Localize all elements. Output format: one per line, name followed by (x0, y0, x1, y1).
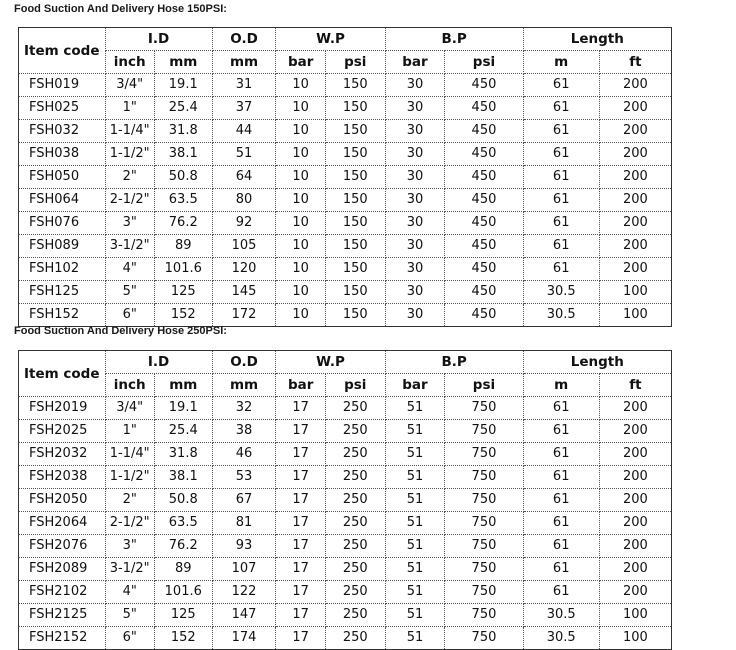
table-row (19, 189, 672, 212)
cell-id-mm: 31.8 (154, 120, 212, 143)
cell-wp-psi: 250 (325, 604, 385, 627)
cell-bp-psi: 750 (445, 397, 523, 420)
cell-length-ft: 100 (599, 627, 671, 650)
cell-length-m: 61 (523, 97, 599, 120)
table-row (19, 304, 672, 327)
subheader-wp-psi: psi (325, 374, 385, 397)
cell-length-ft: 100 (599, 304, 671, 327)
cell-length-m: 61 (523, 120, 599, 143)
cell-id-inch: 1" (105, 97, 154, 120)
subheader-id-inch: inch (105, 51, 154, 74)
cell-length-ft: 200 (599, 535, 671, 558)
cell-id-mm: 50.8 (154, 166, 212, 189)
cell-od-mm: 120 (212, 258, 276, 281)
cell-bp-psi: 450 (445, 97, 523, 120)
header-bp: B.P (385, 28, 523, 51)
cell-id-mm: 89 (154, 235, 212, 258)
cell-length-ft: 100 (599, 604, 671, 627)
cell-wp-bar: 17 (276, 558, 325, 581)
cell-item-code: FSH125 (19, 281, 106, 304)
cell-bp-bar: 30 (385, 166, 445, 189)
cell-id-mm: 38.1 (154, 466, 212, 489)
table-row (19, 420, 672, 443)
table-row (19, 97, 672, 120)
table-row (19, 604, 672, 627)
cell-od-mm: 64 (212, 166, 276, 189)
cell-wp-bar: 17 (276, 627, 325, 650)
cell-length-ft: 200 (599, 397, 671, 420)
table-row (19, 143, 672, 166)
cell-bp-bar: 51 (385, 535, 445, 558)
cell-id-mm: 152 (154, 304, 212, 327)
cell-id-mm: 89 (154, 558, 212, 581)
cell-length-ft: 200 (599, 443, 671, 466)
cell-bp-psi: 750 (445, 466, 523, 489)
cell-length-m: 61 (523, 466, 599, 489)
cell-bp-psi: 450 (445, 304, 523, 327)
cell-bp-bar: 51 (385, 604, 445, 627)
cell-wp-psi: 150 (325, 74, 385, 97)
subheader-length-ft: ft (599, 51, 671, 74)
cell-bp-bar: 30 (385, 258, 445, 281)
table-row (19, 74, 672, 97)
cell-bp-psi: 750 (445, 535, 523, 558)
cell-od-mm: 107 (212, 558, 276, 581)
spec-table-150psi (18, 27, 672, 327)
cell-length-ft: 200 (599, 143, 671, 166)
cell-id-mm: 125 (154, 281, 212, 304)
cell-length-ft: 200 (599, 512, 671, 535)
cell-wp-psi: 250 (325, 489, 385, 512)
cell-bp-bar: 30 (385, 189, 445, 212)
table-body (19, 397, 672, 650)
table-row (19, 581, 672, 604)
cell-bp-psi: 450 (445, 212, 523, 235)
cell-item-code: FSH2076 (19, 535, 106, 558)
table-row (19, 627, 672, 650)
cell-item-code: FSH025 (19, 97, 106, 120)
cell-length-m: 61 (523, 235, 599, 258)
cell-item-code: FSH019 (19, 74, 106, 97)
cell-bp-psi: 450 (445, 120, 523, 143)
cell-id-inch: 4" (105, 581, 154, 604)
cell-id-inch: 1-1/2" (105, 143, 154, 166)
table-row (19, 489, 672, 512)
cell-bp-bar: 30 (385, 235, 445, 258)
cell-bp-psi: 450 (445, 281, 523, 304)
header-id: I.D (105, 28, 212, 51)
cell-wp-bar: 10 (276, 143, 325, 166)
cell-id-mm: 101.6 (154, 581, 212, 604)
cell-id-mm: 19.1 (154, 397, 212, 420)
cell-length-m: 61 (523, 581, 599, 604)
cell-wp-bar: 17 (276, 581, 325, 604)
cell-bp-psi: 750 (445, 489, 523, 512)
cell-bp-bar: 30 (385, 304, 445, 327)
cell-length-m: 61 (523, 189, 599, 212)
cell-item-code: FSH2064 (19, 512, 106, 535)
cell-item-code: FSH2032 (19, 443, 106, 466)
subheader-od-mm: mm (212, 374, 276, 397)
cell-id-inch: 3" (105, 535, 154, 558)
table-row (19, 512, 672, 535)
cell-id-mm: 19.1 (154, 74, 212, 97)
cell-length-ft: 200 (599, 466, 671, 489)
cell-id-mm: 125 (154, 604, 212, 627)
cell-wp-bar: 17 (276, 443, 325, 466)
cell-length-ft: 200 (599, 235, 671, 258)
cell-bp-bar: 51 (385, 397, 445, 420)
cell-id-inch: 2" (105, 489, 154, 512)
cell-wp-psi: 250 (325, 581, 385, 604)
subheader-length-m: m (523, 51, 599, 74)
cell-od-mm: 32 (212, 397, 276, 420)
subheader-bp-bar: bar (385, 374, 445, 397)
cell-length-m: 61 (523, 558, 599, 581)
cell-od-mm: 38 (212, 420, 276, 443)
table-row (19, 558, 672, 581)
subheader-length-ft: ft (599, 374, 671, 397)
cell-id-mm: 63.5 (154, 189, 212, 212)
cell-length-m: 61 (523, 443, 599, 466)
cell-wp-psi: 150 (325, 143, 385, 166)
cell-length-m: 61 (523, 212, 599, 235)
cell-id-inch: 5" (105, 281, 154, 304)
cell-od-mm: 147 (212, 604, 276, 627)
cell-item-code: FSH2038 (19, 466, 106, 489)
cell-bp-psi: 450 (445, 258, 523, 281)
cell-id-inch: 5" (105, 604, 154, 627)
cell-length-ft: 200 (599, 558, 671, 581)
cell-wp-bar: 17 (276, 397, 325, 420)
cell-od-mm: 105 (212, 235, 276, 258)
header-wp: W.P (276, 351, 385, 374)
cell-id-mm: 101.6 (154, 258, 212, 281)
cell-id-mm: 76.2 (154, 535, 212, 558)
cell-bp-psi: 450 (445, 235, 523, 258)
cell-item-code: FSH2102 (19, 581, 106, 604)
cell-id-inch: 6" (105, 304, 154, 327)
cell-wp-bar: 10 (276, 97, 325, 120)
cell-wp-psi: 250 (325, 420, 385, 443)
cell-wp-bar: 17 (276, 466, 325, 489)
cell-bp-bar: 30 (385, 120, 445, 143)
cell-wp-psi: 150 (325, 97, 385, 120)
cell-wp-bar: 10 (276, 258, 325, 281)
cell-wp-psi: 250 (325, 627, 385, 650)
cell-bp-psi: 750 (445, 420, 523, 443)
cell-length-ft: 200 (599, 212, 671, 235)
cell-id-inch: 3/4" (105, 397, 154, 420)
table-row (19, 258, 672, 281)
cell-wp-bar: 10 (276, 189, 325, 212)
cell-wp-psi: 250 (325, 397, 385, 420)
cell-wp-bar: 10 (276, 74, 325, 97)
cell-wp-bar: 17 (276, 535, 325, 558)
subheader-wp-psi: psi (325, 51, 385, 74)
cell-id-inch: 2-1/2" (105, 189, 154, 212)
cell-item-code: FSH089 (19, 235, 106, 258)
table-body (19, 74, 672, 327)
cell-bp-bar: 30 (385, 143, 445, 166)
cell-bp-bar: 51 (385, 627, 445, 650)
cell-item-code: FSH038 (19, 143, 106, 166)
cell-wp-psi: 150 (325, 212, 385, 235)
cell-wp-psi: 150 (325, 281, 385, 304)
cell-wp-bar: 17 (276, 489, 325, 512)
cell-wp-psi: 250 (325, 512, 385, 535)
cell-wp-bar: 17 (276, 420, 325, 443)
table-row (19, 235, 672, 258)
cell-od-mm: 37 (212, 97, 276, 120)
cell-length-m: 61 (523, 535, 599, 558)
cell-wp-psi: 150 (325, 235, 385, 258)
header-item-code: Item code (19, 28, 106, 74)
cell-length-ft: 200 (599, 489, 671, 512)
cell-id-inch: 3" (105, 212, 154, 235)
cell-id-mm: 25.4 (154, 97, 212, 120)
cell-od-mm: 44 (212, 120, 276, 143)
cell-item-code: FSH2019 (19, 397, 106, 420)
cell-length-ft: 200 (599, 166, 671, 189)
cell-length-m: 61 (523, 397, 599, 420)
header-length: Length (523, 351, 671, 374)
cell-bp-bar: 51 (385, 420, 445, 443)
cell-bp-bar: 30 (385, 74, 445, 97)
subheader-wp-bar: bar (276, 51, 325, 74)
cell-item-code: FSH2152 (19, 627, 106, 650)
cell-od-mm: 145 (212, 281, 276, 304)
subheader-length-m: m (523, 374, 599, 397)
table-row (19, 535, 672, 558)
cell-length-m: 30.5 (523, 304, 599, 327)
cell-id-inch: 1-1/4" (105, 443, 154, 466)
cell-item-code: FSH032 (19, 120, 106, 143)
cell-wp-psi: 250 (325, 466, 385, 489)
cell-od-mm: 122 (212, 581, 276, 604)
cell-length-ft: 200 (599, 189, 671, 212)
cell-bp-psi: 750 (445, 512, 523, 535)
cell-id-inch: 1" (105, 420, 154, 443)
cell-wp-bar: 10 (276, 212, 325, 235)
header-wp: W.P (276, 28, 385, 51)
cell-id-mm: 31.8 (154, 443, 212, 466)
cell-bp-bar: 30 (385, 212, 445, 235)
table-row (19, 120, 672, 143)
table-row (19, 281, 672, 304)
cell-bp-bar: 51 (385, 512, 445, 535)
cell-od-mm: 81 (212, 512, 276, 535)
table-row (19, 397, 672, 420)
cell-wp-psi: 150 (325, 189, 385, 212)
cell-bp-bar: 51 (385, 466, 445, 489)
cell-od-mm: 92 (212, 212, 276, 235)
cell-bp-bar: 30 (385, 97, 445, 120)
cell-length-m: 30.5 (523, 627, 599, 650)
cell-id-inch: 3-1/2" (105, 558, 154, 581)
cell-wp-psi: 150 (325, 166, 385, 189)
subheader-id-inch: inch (105, 374, 154, 397)
cell-wp-bar: 10 (276, 120, 325, 143)
cell-od-mm: 174 (212, 627, 276, 650)
cell-length-ft: 200 (599, 74, 671, 97)
cell-bp-psi: 450 (445, 74, 523, 97)
subheader-od-mm: mm (212, 51, 276, 74)
cell-bp-psi: 750 (445, 627, 523, 650)
spec-table-250psi (18, 350, 672, 650)
table-row (19, 443, 672, 466)
header-length: Length (523, 28, 671, 51)
cell-wp-bar: 10 (276, 235, 325, 258)
cell-id-inch: 1-1/4" (105, 120, 154, 143)
cell-id-inch: 1-1/2" (105, 466, 154, 489)
cell-bp-psi: 450 (445, 189, 523, 212)
table-row (19, 466, 672, 489)
cell-wp-bar: 17 (276, 512, 325, 535)
cell-bp-bar: 51 (385, 558, 445, 581)
cell-id-inch: 6" (105, 627, 154, 650)
cell-length-m: 30.5 (523, 281, 599, 304)
cell-length-ft: 200 (599, 581, 671, 604)
cell-od-mm: 46 (212, 443, 276, 466)
cell-bp-psi: 750 (445, 443, 523, 466)
cell-bp-psi: 750 (445, 558, 523, 581)
header-item-code: Item code (19, 351, 106, 397)
cell-length-ft: 100 (599, 281, 671, 304)
cell-wp-psi: 250 (325, 558, 385, 581)
cell-length-m: 61 (523, 258, 599, 281)
table-row (19, 166, 672, 189)
cell-id-inch: 2-1/2" (105, 512, 154, 535)
cell-length-m: 61 (523, 420, 599, 443)
cell-wp-psi: 250 (325, 443, 385, 466)
cell-length-m: 61 (523, 166, 599, 189)
cell-id-inch: 2" (105, 166, 154, 189)
cell-id-inch: 3/4" (105, 74, 154, 97)
cell-length-m: 61 (523, 489, 599, 512)
cell-bp-bar: 51 (385, 581, 445, 604)
subheader-bp-bar: bar (385, 51, 445, 74)
cell-id-mm: 25.4 (154, 420, 212, 443)
cell-bp-bar: 51 (385, 489, 445, 512)
cell-od-mm: 31 (212, 74, 276, 97)
header-id: I.D (105, 351, 212, 374)
cell-item-code: FSH2125 (19, 604, 106, 627)
cell-od-mm: 53 (212, 466, 276, 489)
header-od: O.D (212, 28, 276, 51)
cell-wp-psi: 150 (325, 304, 385, 327)
header-od: O.D (212, 351, 276, 374)
section-title-150psi: Food Suction And Delivery Hose 150PSI: (14, 3, 227, 15)
cell-bp-psi: 450 (445, 143, 523, 166)
cell-bp-psi: 750 (445, 604, 523, 627)
cell-length-m: 61 (523, 143, 599, 166)
cell-wp-bar: 10 (276, 166, 325, 189)
cell-item-code: FSH2050 (19, 489, 106, 512)
cell-length-ft: 200 (599, 97, 671, 120)
cell-id-mm: 152 (154, 627, 212, 650)
cell-id-mm: 63.5 (154, 512, 212, 535)
cell-length-ft: 200 (599, 258, 671, 281)
cell-bp-psi: 450 (445, 166, 523, 189)
cell-od-mm: 93 (212, 535, 276, 558)
section-title-250psi: Food Suction And Delivery Hose 250PSI: (14, 325, 227, 337)
cell-length-m: 30.5 (523, 604, 599, 627)
cell-id-mm: 38.1 (154, 143, 212, 166)
cell-id-inch: 4" (105, 258, 154, 281)
subheader-bp-psi: psi (445, 51, 523, 74)
cell-bp-bar: 51 (385, 443, 445, 466)
cell-length-ft: 200 (599, 120, 671, 143)
cell-item-code: FSH050 (19, 166, 106, 189)
subheader-id-mm: mm (154, 51, 212, 74)
cell-item-code: FSH2025 (19, 420, 106, 443)
cell-item-code: FSH076 (19, 212, 106, 235)
cell-wp-bar: 10 (276, 281, 325, 304)
subheader-bp-psi: psi (445, 374, 523, 397)
cell-item-code: FSH102 (19, 258, 106, 281)
cell-item-code: FSH152 (19, 304, 106, 327)
cell-item-code: FSH064 (19, 189, 106, 212)
cell-wp-psi: 250 (325, 535, 385, 558)
cell-od-mm: 80 (212, 189, 276, 212)
cell-item-code: FSH2089 (19, 558, 106, 581)
cell-od-mm: 172 (212, 304, 276, 327)
cell-wp-bar: 17 (276, 604, 325, 627)
cell-od-mm: 67 (212, 489, 276, 512)
subheader-id-mm: mm (154, 374, 212, 397)
subheader-wp-bar: bar (276, 374, 325, 397)
cell-wp-psi: 150 (325, 120, 385, 143)
cell-od-mm: 51 (212, 143, 276, 166)
cell-length-m: 61 (523, 74, 599, 97)
cell-wp-bar: 10 (276, 304, 325, 327)
cell-wp-psi: 150 (325, 258, 385, 281)
cell-bp-psi: 750 (445, 581, 523, 604)
cell-id-mm: 50.8 (154, 489, 212, 512)
cell-id-inch: 3-1/2" (105, 235, 154, 258)
table-row (19, 212, 672, 235)
cell-length-m: 61 (523, 512, 599, 535)
cell-bp-bar: 30 (385, 281, 445, 304)
cell-length-ft: 200 (599, 420, 671, 443)
header-bp: B.P (385, 351, 523, 374)
cell-id-mm: 76.2 (154, 212, 212, 235)
